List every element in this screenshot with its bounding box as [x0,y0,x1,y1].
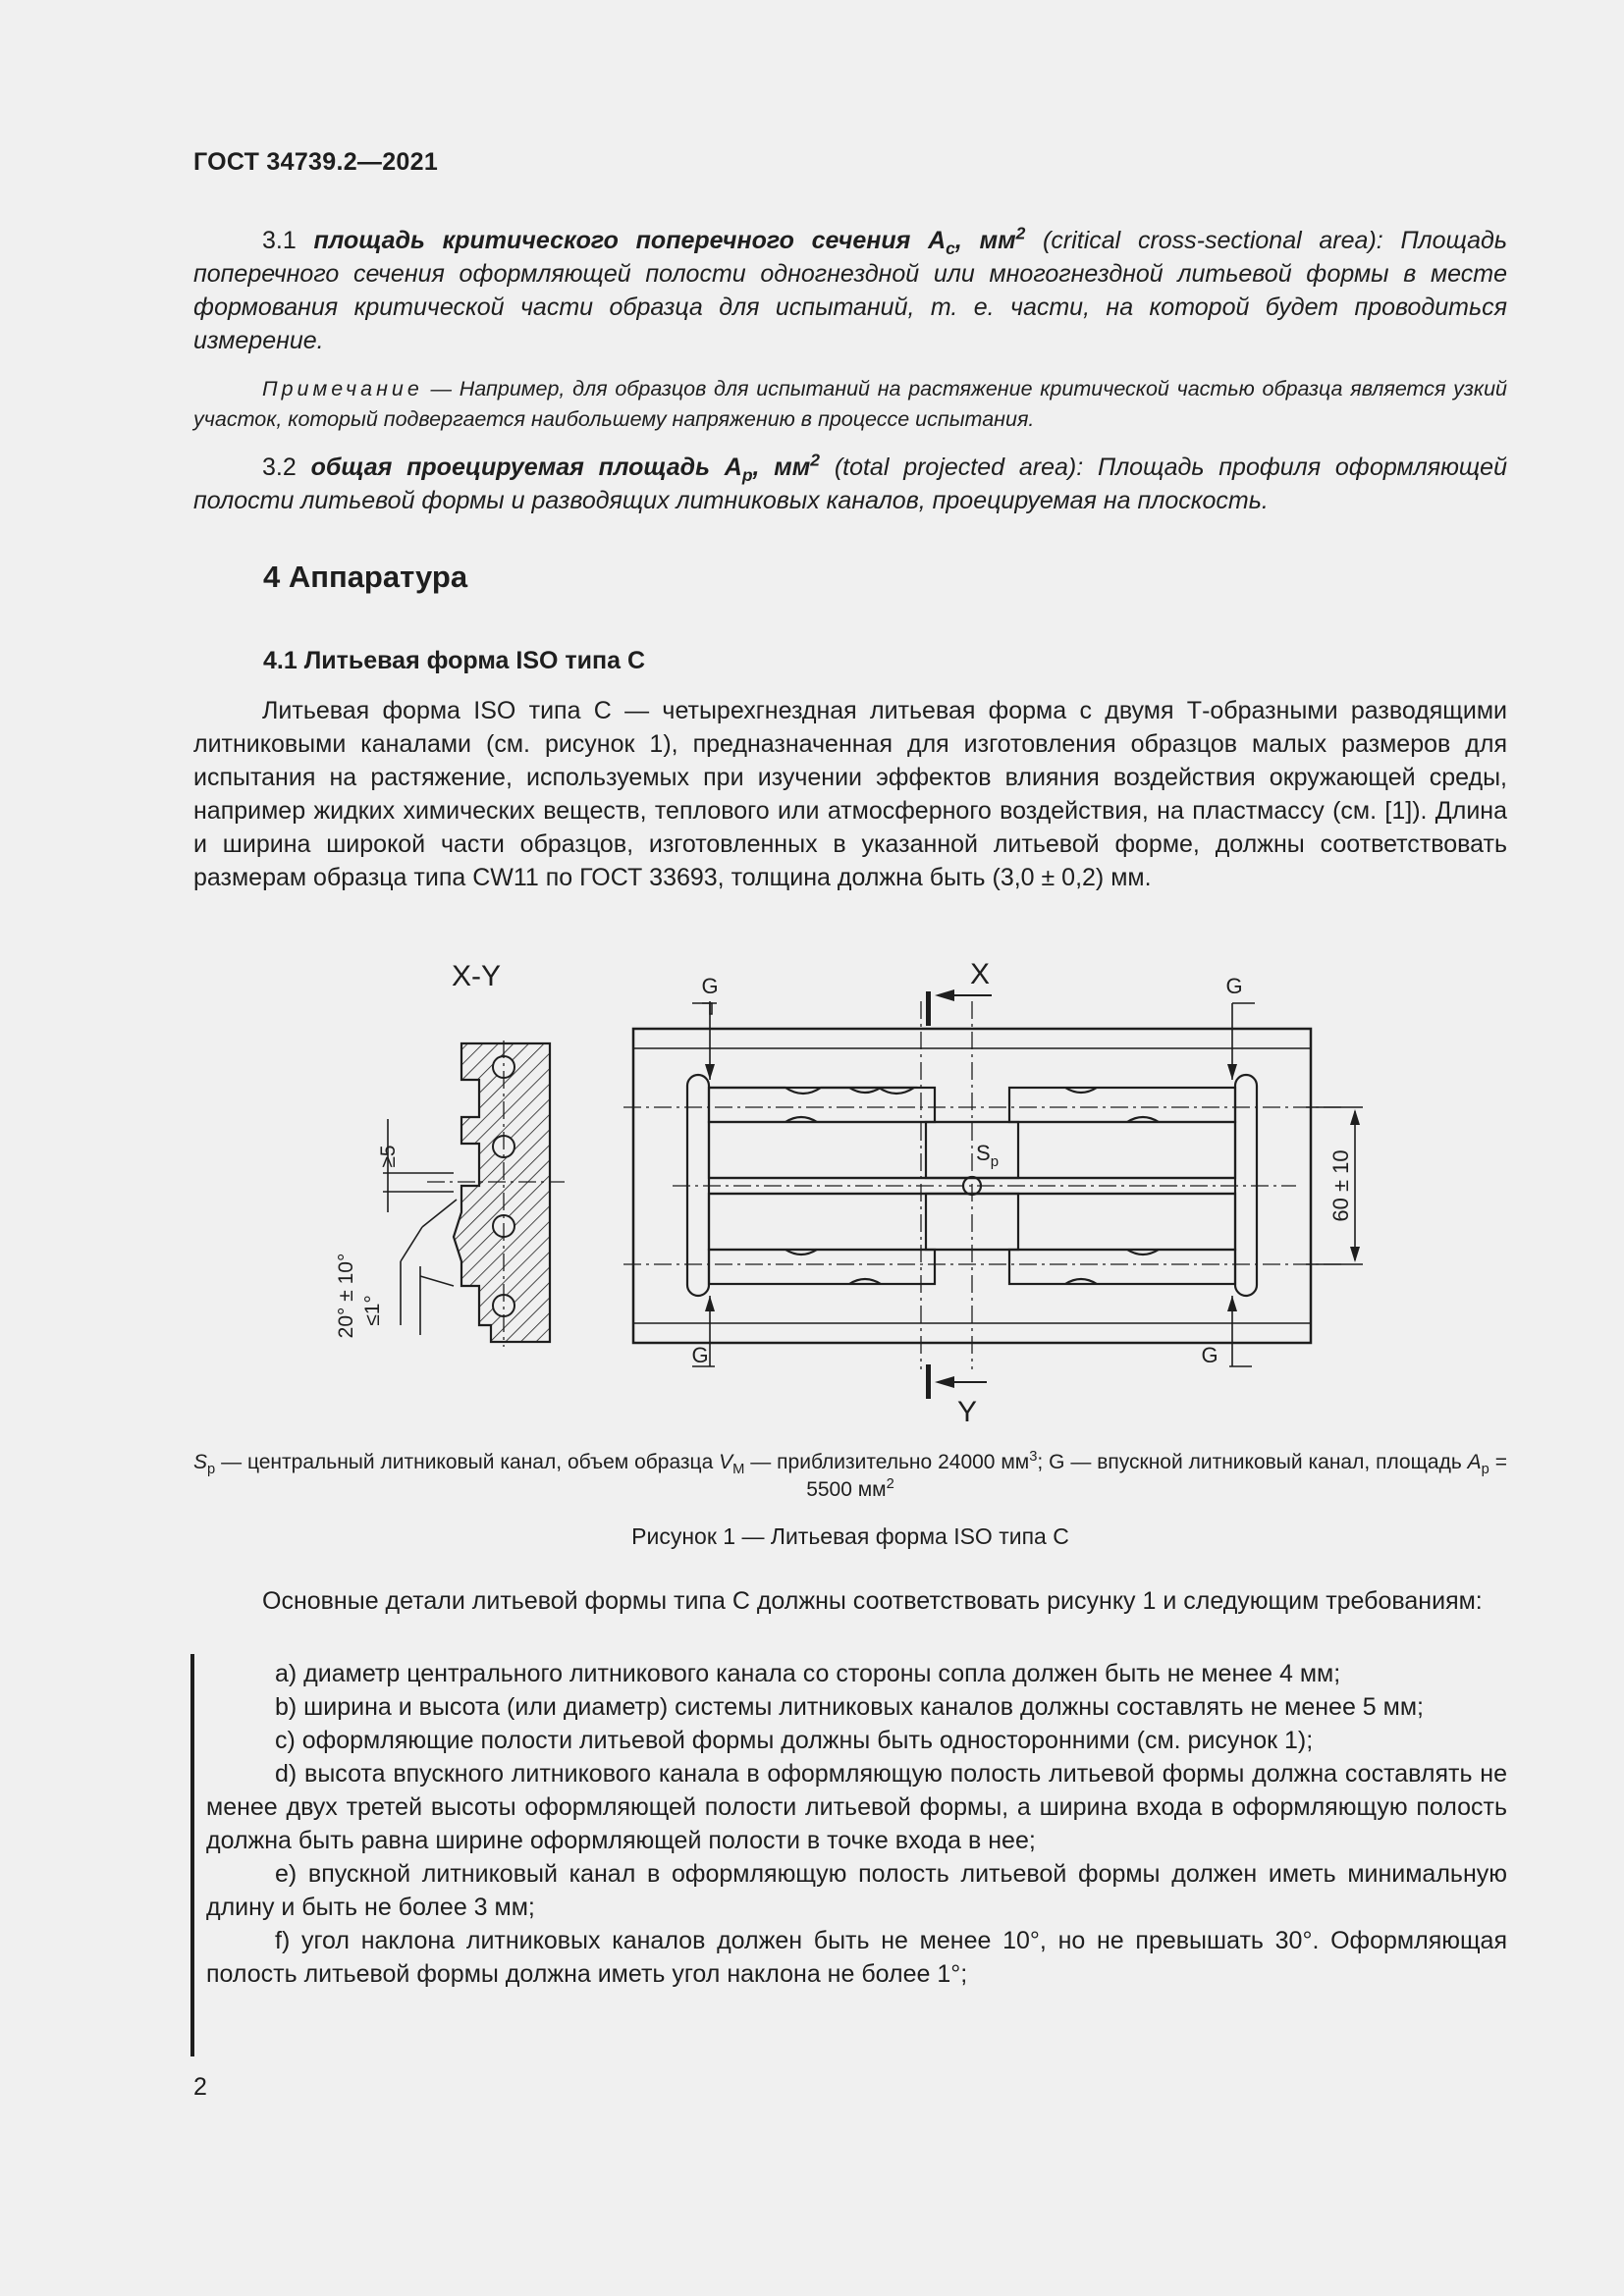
definition-unit-sup: 2 [810,450,821,470]
legend-a-sub: p [1481,1462,1489,1478]
list-item: b) ширина и высота (или диаметр) системы литниковых каналов должны составлять не менее 5 мм; [275,1693,1424,1721]
legend-v-sub: M [732,1462,745,1478]
list-item: d) высота впускного литникового канала в оформляющую полость литьевой формы должна составлять не менее двух третей высоты оформляющей полости литьевой формы, а ширина входа в оформляющую полость должна быть равна ширине оформляющей полости в точке входа в нее; [206,1760,1507,1854]
section-marker-y [926,1364,987,1399]
section-marker-x [926,989,992,1026]
definition-text: (critical cross-sectional area): Площадь поперечного сечения оформляющей полости одногнездной или многогнездной литьевой формы в месте формования критической части образца для испытаний, т. е. части, на которой будет проводиться измерение. [193,227,1507,354]
section-label-y: Y [957,1396,978,1423]
list-item: a) диаметр центрального литникового канала со стороны сопла должен быть не менее 4 мм; [275,1660,1341,1687]
legend-text-1: — центральный литниковый канал, объем образца [215,1451,720,1473]
list-item: e) впускной литниковый канал в оформляющую полость литьевой формы должен иметь минимальную длину и быть не более 3 мм; [206,1860,1507,1921]
definition-number: 3.1 [262,227,297,254]
definition-symbol: A [724,454,742,481]
definition-symbol-sub: c [946,239,955,258]
legend-text-4: = 5500 мм [806,1451,1507,1501]
note-label: Примечание [262,377,423,400]
page-number: 2 [193,2073,207,2101]
gate-arrowheads [705,1064,1237,1311]
dimension-angle: 20° ± 10° [335,1253,357,1339]
note-text: — Например, для образцов для испытаний на растяжение критической частью образца является узкий участок, который подвергается наибольшему напряжению в процессе испытания. [193,377,1507,431]
note [193,374,1507,435]
legend-text-4-sup: 2 [886,1476,894,1492]
definition-number: 3.2 [262,454,297,481]
mold-drawing [324,942,1365,1423]
figure-legend [193,1449,1507,1504]
requirements-list [206,1657,1507,1991]
section-heading-4: 4 Аппаратура [263,560,468,594]
change-bar [190,1654,194,2056]
list-item: f) угол наклона литниковых каналов должен быть не менее 10°, но не превышать 30°. Оформляющая полость литьевой формы должна иметь угол наклона не более 1°; [206,1927,1507,1988]
section-view [335,960,565,1347]
legend-s: S [193,1451,208,1473]
definition-3-1 [193,224,1507,357]
gate-leaders [692,1001,1255,1366]
legend-text-3: ; G — впускной литниковый канал, площадь [1037,1451,1468,1473]
figure-1 [324,942,1365,1423]
definition-term: площадь критического поперечного сечения [313,227,911,254]
gate-label-bottom-left: G [691,1343,709,1367]
list-item: c) оформляющие полости литьевой формы должны быть односторонними (см. рисунок 1); [275,1727,1314,1754]
definition-term: общая проецируемая площадь [310,454,710,481]
sprue-label: $S_p$ [976,1141,1000,1170]
legend-s-sub: p [207,1462,216,1478]
dimension-min-5: ≥5 [377,1145,400,1168]
definition-symbol-sub: p [741,465,753,485]
definition-text: (total projected area): Площадь профиля оформляющей полости литьевой формы и разводящих литниковых каналов, проецируемая на плоскость. [193,454,1507,514]
cavity-bottom-left [709,1250,935,1284]
gate-label-top-left: G [701,974,719,998]
legend-a: A [1467,1451,1482,1473]
figure-caption: Рисунок 1 — Литьевая форма ISO типа С [631,1523,1069,1549]
legend-v: V [719,1451,733,1473]
cavity-bottom-right [1009,1250,1235,1284]
section-heading-4-1: 4.1 Литьевая форма ISO типа С [263,647,646,674]
dimension-draft: ≤1° [361,1295,384,1326]
definition-unit: , мм [752,454,811,481]
paragraph-mold-description: Литьевая форма ISO типа С — четырехгнездная литьевая форма с двумя Т-образными разводящими литниковыми каналами (см. рисунок 1), предназначенная для изготовления образцов малых размеров для испытания на растяжение, используемых при изучении эффектов влияния воздействия окружающей среды, например жидких химических веществ, теплового или атмосферного воздействия, на пластмассу (см. [1]). Длина и ширина широкой части образцов, изготовленных в указанной литьевой форме, должны соответствовать размерам образца типа CW11 по ГОСТ 33693, толщина должна быть (3,0 ± 0,2) мм. [193,697,1507,891]
paragraph-requirements-intro: Основные детали литьевой формы типа С должны соответствовать рисунку 1 и следующим требованиям: [262,1587,1483,1615]
standard-header: ГОСТ 34739.2—2021 [193,148,439,176]
legend-text-2-sup: 3 [1029,1449,1038,1465]
plan-view [623,958,1363,1423]
gate-label-bottom-right: G [1201,1343,1218,1367]
dimension-height-label: 60 ± 10 [1328,1149,1353,1222]
gate-label-top-right: G [1225,974,1243,998]
section-label: X-Y [451,960,502,992]
definition-symbol: A [928,227,947,254]
section-label-x: X [970,958,991,990]
cavity-top-right [1009,1088,1235,1122]
definition-unit-sup: 2 [1015,223,1026,243]
definition-unit: , мм [954,227,1016,254]
definition-3-2 [193,451,1507,517]
legend-text-2: — приблизительно 24000 мм [744,1451,1030,1473]
plan-centerlines [623,1001,1345,1369]
